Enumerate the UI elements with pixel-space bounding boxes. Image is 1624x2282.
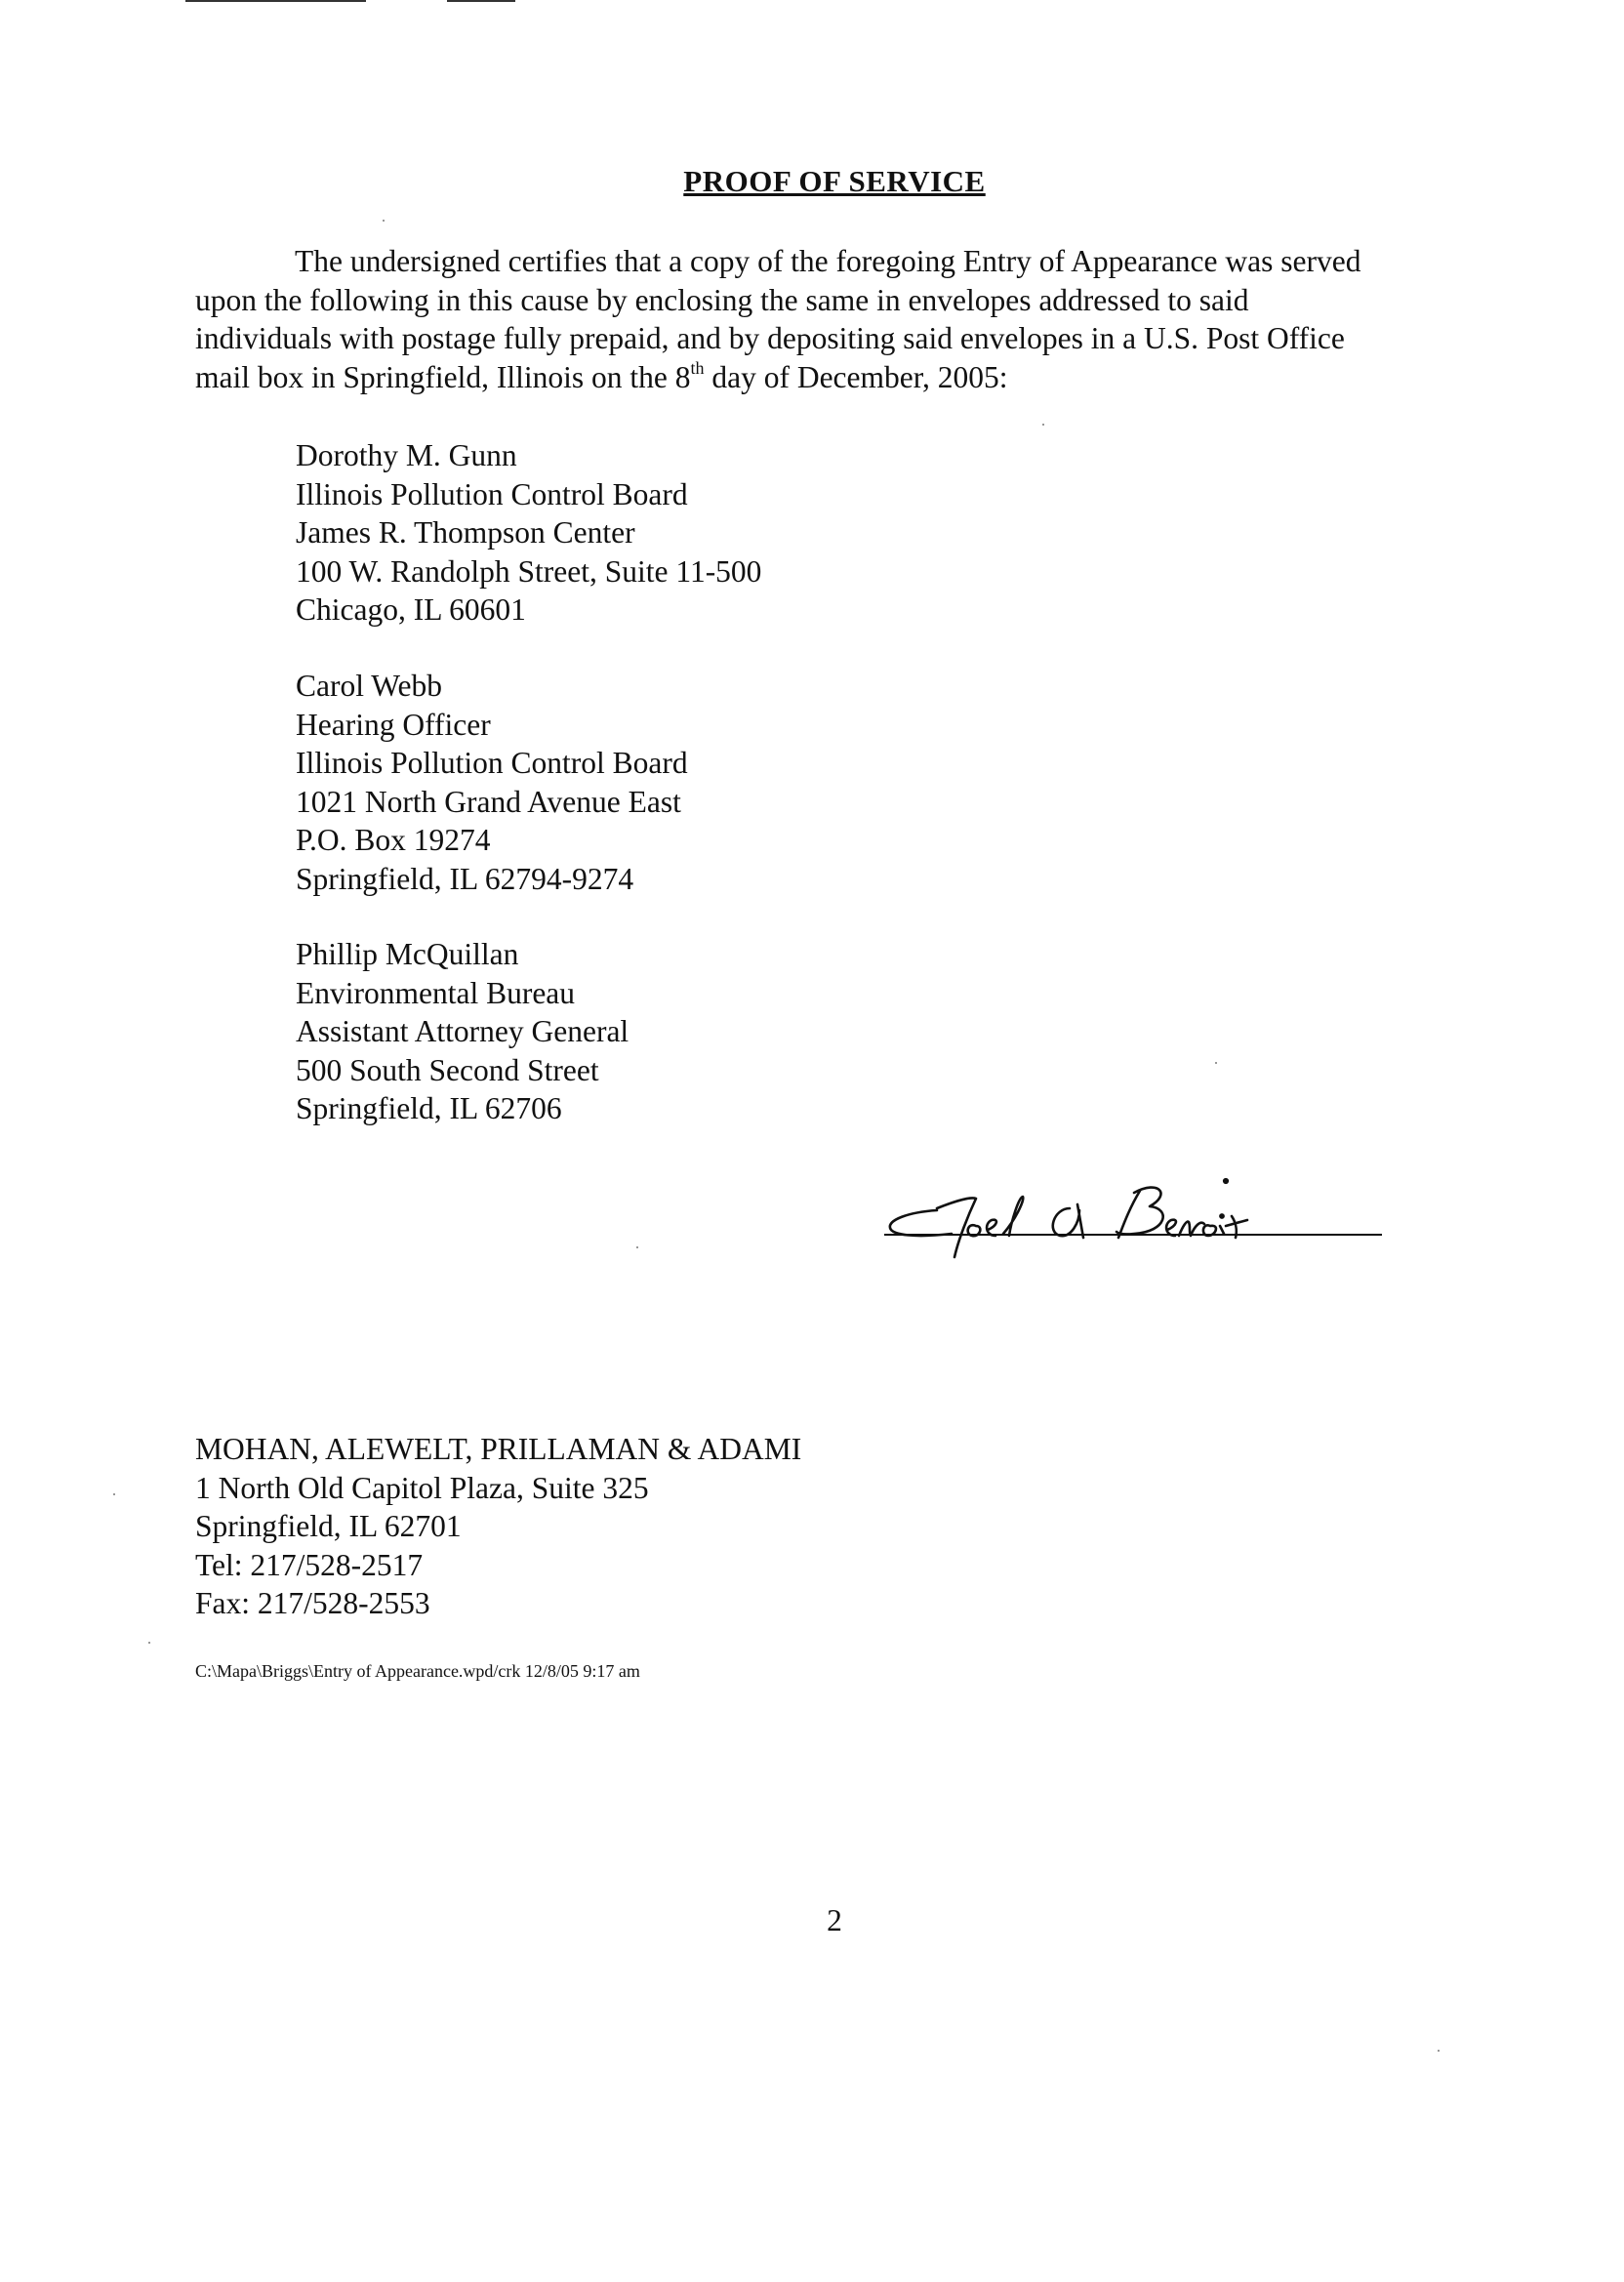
address-line: Assistant Attorney General (296, 1014, 629, 1048)
firm-address (195, 1430, 801, 1623)
handwritten-signature (878, 1161, 1386, 1269)
paragraph-line (195, 358, 1464, 397)
scan-speck (1438, 2050, 1440, 2052)
paragraph-line: The undersigned certifies that a copy of the foregoing Entry of Appearance was served (295, 244, 1361, 278)
address-line: Dorothy M. Gunn (296, 438, 517, 472)
recipient-address-gunn (296, 436, 761, 630)
date-text-before: mail box in Springfield, Illinois on the 8 (195, 359, 691, 394)
address-line: Illinois Pollution Control Board (296, 746, 688, 780)
recipient-address-mcquillan (296, 935, 629, 1128)
paragraph-line: individuals with postage fully prepaid, and by depositing said envelopes in a U.S. Post Office (195, 321, 1345, 355)
address-line: Chicago, IL 60601 (296, 592, 526, 627)
scan-speck (636, 1246, 638, 1248)
scan-speck (1215, 1062, 1217, 1064)
certification-paragraph (195, 242, 1464, 396)
address-line: Environmental Bureau (296, 975, 576, 1010)
file-path-footer: C:\Mapa\Briggs\Entry of Appearance.wpd/crk 12/8/05 9:17 am (195, 1661, 640, 1681)
scan-speck (148, 1642, 150, 1644)
address-line: 500 South Second Street (296, 1052, 599, 1087)
recipient-address-webb (296, 667, 688, 898)
signature-line (884, 1234, 1382, 1236)
address-line: P.O. Box 19274 (296, 823, 491, 857)
address-line: Illinois Pollution Control Board (296, 476, 688, 511)
scan-artifact-line (185, 0, 366, 2)
address-line: 1021 North Grand Avenue East (296, 784, 681, 819)
address-line: Springfield, IL 62706 (296, 1091, 562, 1125)
address-line: Springfield, IL 62794-9274 (296, 861, 634, 896)
signature-block (878, 1161, 1386, 1269)
scan-speck (113, 1493, 115, 1495)
date-text-after: day of December, 2005: (704, 359, 1008, 394)
ordinal-suffix: th (690, 358, 705, 378)
scan-speck (1042, 424, 1044, 426)
address-line: Carol Webb (296, 669, 442, 703)
firm-line: Springfield, IL 62701 (195, 1509, 462, 1543)
address-line: Phillip McQuillan (296, 937, 519, 971)
paragraph-line: upon the following in this cause by enclosing the same in envelopes addressed to said (195, 282, 1249, 317)
firm-fax: Fax: 217/528-2553 (195, 1586, 430, 1620)
address-line: Hearing Officer (296, 707, 491, 742)
scan-artifact-line (447, 0, 515, 2)
scan-speck (383, 220, 385, 222)
address-line: 100 W. Randolph Street, Suite 11-500 (296, 553, 762, 589)
firm-name: MOHAN, ALEWELT, PRILLAMAN & ADAMI (195, 1432, 802, 1466)
firm-line: 1 North Old Capitol Plaza, Suite 325 (195, 1470, 649, 1505)
firm-phone: Tel: 217/528-2517 (195, 1547, 424, 1582)
address-line: James R. Thompson Center (296, 515, 635, 550)
page-title: PROOF OF SERVICE (683, 164, 986, 198)
page-number: 2 (827, 1903, 842, 1937)
